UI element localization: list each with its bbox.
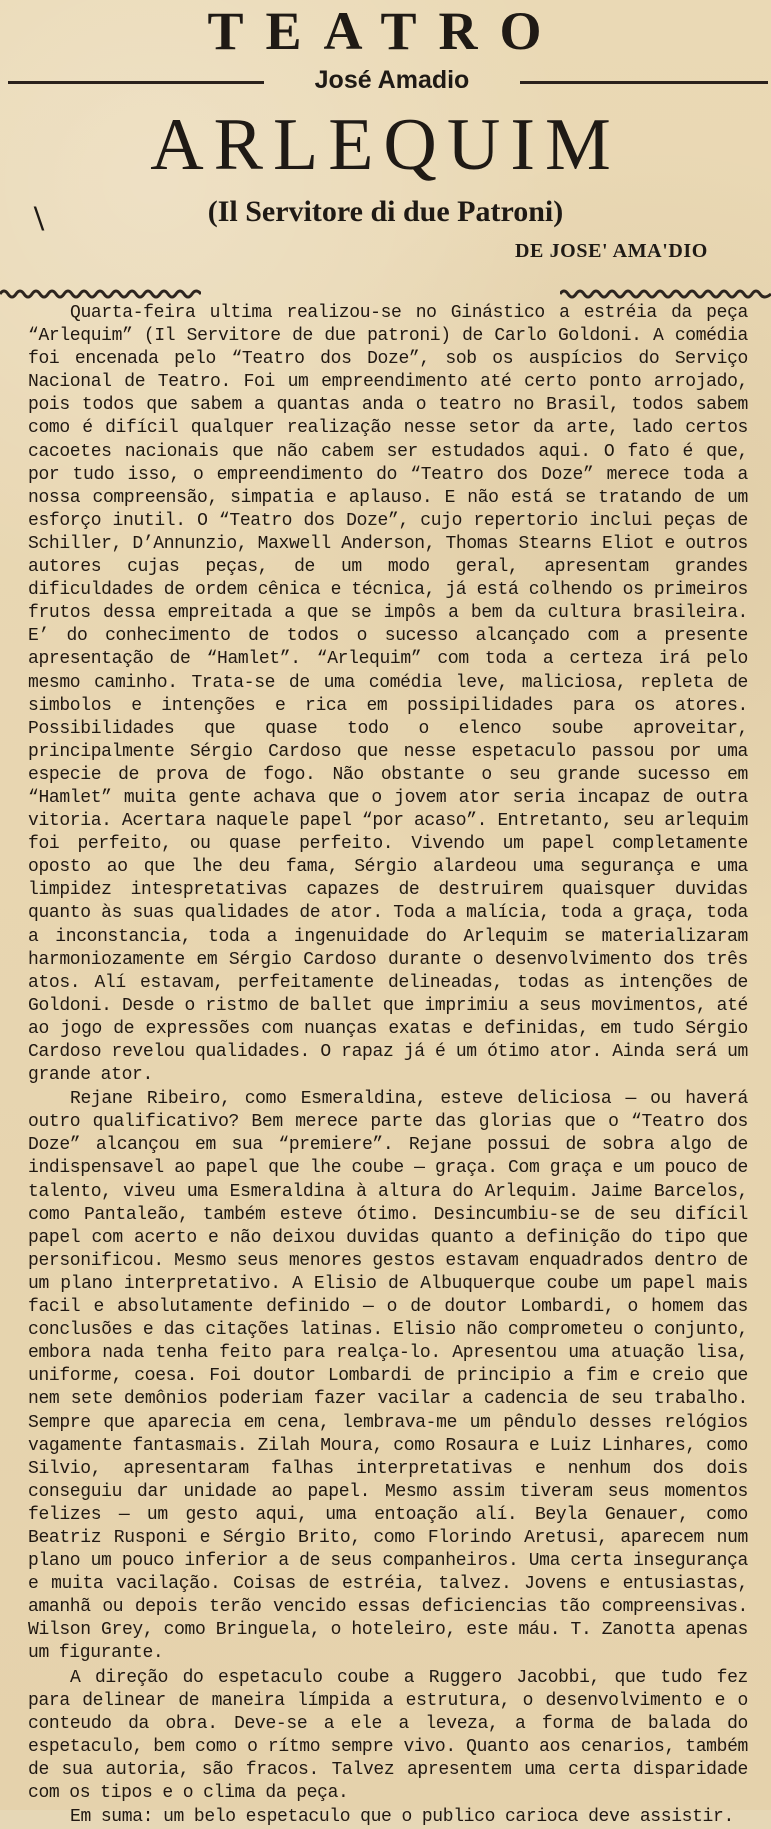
article-subtitle: (Il Servitore di due Patroni) [207,195,564,228]
left-header-rule [8,81,264,84]
left-wavy-rule [0,286,201,302]
article-paragraph-4: Em suma: um belo espetaculo que o publico carioca deve assistir. [70,1807,734,1828]
masthead [0,0,771,92]
article-paragraph-3: A direção do espetaculo coube a Ruggero Jacobbi, que tudo fez para delinear de maneira límpida a estrutura, o desenvolvimento e o conteudo da obra. Deve-se a ele a leveza, a forma de balada do espetaculo, bem como o rítmo sempre vivo. Quanto aos cenarios, também de sua autoria, são fracos. Talvez apresentem uma certa disparidade com os tipos e o clima da peça. [28,1667,748,1803]
article-paragraph-2: Rejane Ribeiro, como Esmeraldina, esteve deliciosa — ou haverá outro qualificativo? Bem merece parte das glorias que o “Teatro dos Doze” alcançou em sua “premiere”. Rejane possui de sobra algo de indispensavel ao papel que lhe coube — graça. Com graça e um pouco de talento, viveu uma Esmeraldina à altura do Arlequim. Jaime Barcelos, como Pantaleão, também esteve ótimo. Desincumbiu-se de seu difícil papel com acerto e não deixou duvidas quanto a definição do tipo que personificou. Mesmo seus menores gestos estavam enquadrados dentro de um plano interpretativo. A Elisio de Albuquerque coube um papel mais facil e absolutamente definido — o de doutor Lombardi, o homem das conclusões e das citações latinas. Elisio não comprometeu o conjunto, embora nada tenha feito para realça-lo. Apresentou uma atuação lisa, uniforme, coesa. Foi doutor Lombardi de principio a fim e creio que nem sete demônios poderiam fazer vacilar a cadencia de seu trabalho. Sempre que aparecia em cena, lembrava-me um pêndulo desses relógios vagamente fantasmais. Zilah Moura, como Rosaura e Luiz Linhares, como Silvio, apresentaram falhas interpretativas e nenhum dos dois conseguiu dar unidade ao papel. Mesmo assim tiveram seus momentos felizes — um gesto aqui, uma entoação alí. Beyla Genauer, como Beatriz Rusponi e Sérgio Brito, como Florindo Aretusi, aparecem num plano um pouco inferior a de seus companheiros. Uma certa insegurança e muita vacilação. Coisas de estréia, talvez. Jovens e entusiastas, amanhã ou depois terão vencido essas deficiencias tão compreensivas. Wilson Grey, como Bringuela, o hoteleiro, este máu. T. Zanotta apenas um figurante. [28,1089,748,1664]
margin-mark: \ [34,198,45,238]
top-author-name: José Amadio [314,66,470,94]
article-headline: ARLEQUIM [150,104,621,186]
article-body [28,302,748,1828]
article-paragraph-1: Quarta-feira ultima realizou-se no Ginástico a estréia da peça “Arlequim” (Il Servitore de due patroni) de Carlo Goldoni. A comédia foi encenada pelo “Teatro dos Doze”, sob os auspícios do Serviço Nacional de Teatro. Foi um empreendimento até certo ponto arrojado, pois todos que sabem a quantas anda o teatro no Brasil, todos sabem como é difícil qualquer realização nesse setor da arte, lado certos cacoetes nacionais que não cabem ser estudados aqui. O fato é que, por tudo isso, o empreendimento do “Teatro dos Doze” merece toda a nossa compreensão, simpatia e aplauso. E não está se tratando de um esforço inutil. O “Teatro dos Doze”, cujo repertorio inclui peças de Schiller, D’Annunzio, Maxwell Anderson, Thomas Stearns Eliot e outros autores cujas peças, de um modo geral, apresentam grandes dificuldades de ordem cênica e técnica, já está colhendo os primeiros frutos dessa empreitada a que se impôs a bem da cultura brasileira. E’ do conhecimento de todos o sucesso alcançado com a presente apresentação de “Hamlet”. “Arlequim” com toda a certeza irá pelo mesmo caminho. Trata-se de uma comédia leve, maliciosa, repleta de simbolos e intenções e rica em possipilidades para os atores. Possibilidades que quase todo o elenco soube aproveitar, principalmente Sérgio Cardoso que nesse espetaculo passou por uma especie de prova de fogo. Não obstante o seu grande sucesso em “Hamlet” muita gente achava que o jovem ator seria incapaz de outra vitoria. Acertara naquele papel “por acaso”. Entretanto, seu arlequim foi perfeito, ou quase perfeito. Vivendo um papel completamente oposto ao que lhe deu fama, Sérgio alardeou uma segurança e uma limpidez intespretativas capazes de destruirem quaisquer duvidas quanto às suas qualidades de ator. Toda a malícia, toda a graça, toda a inconstancia, toda a ingenuidade do Arlequim se materializaram harmoniozamente em Sérgio Cardoso durante o desenvolvimento dos três atos. Alí estavam, perfeitamente delineadas, todas as intenções de Goldoni. Desde o ristmo de ballet que imprimiu a seus movimentos, até ao jogo de expressões com nuanças exatas e definidas, em tudo Sérgio Cardoso revelou qualidades. O rapaz já é um ótimo ator. Ainda será um grande ator. [28,303,748,1086]
article-byline: DE JOSE' AMA'DIO [515,240,708,262]
right-wavy-rule [560,286,771,302]
section-title: TEATRO [207,1,564,61]
right-header-rule [520,81,768,84]
